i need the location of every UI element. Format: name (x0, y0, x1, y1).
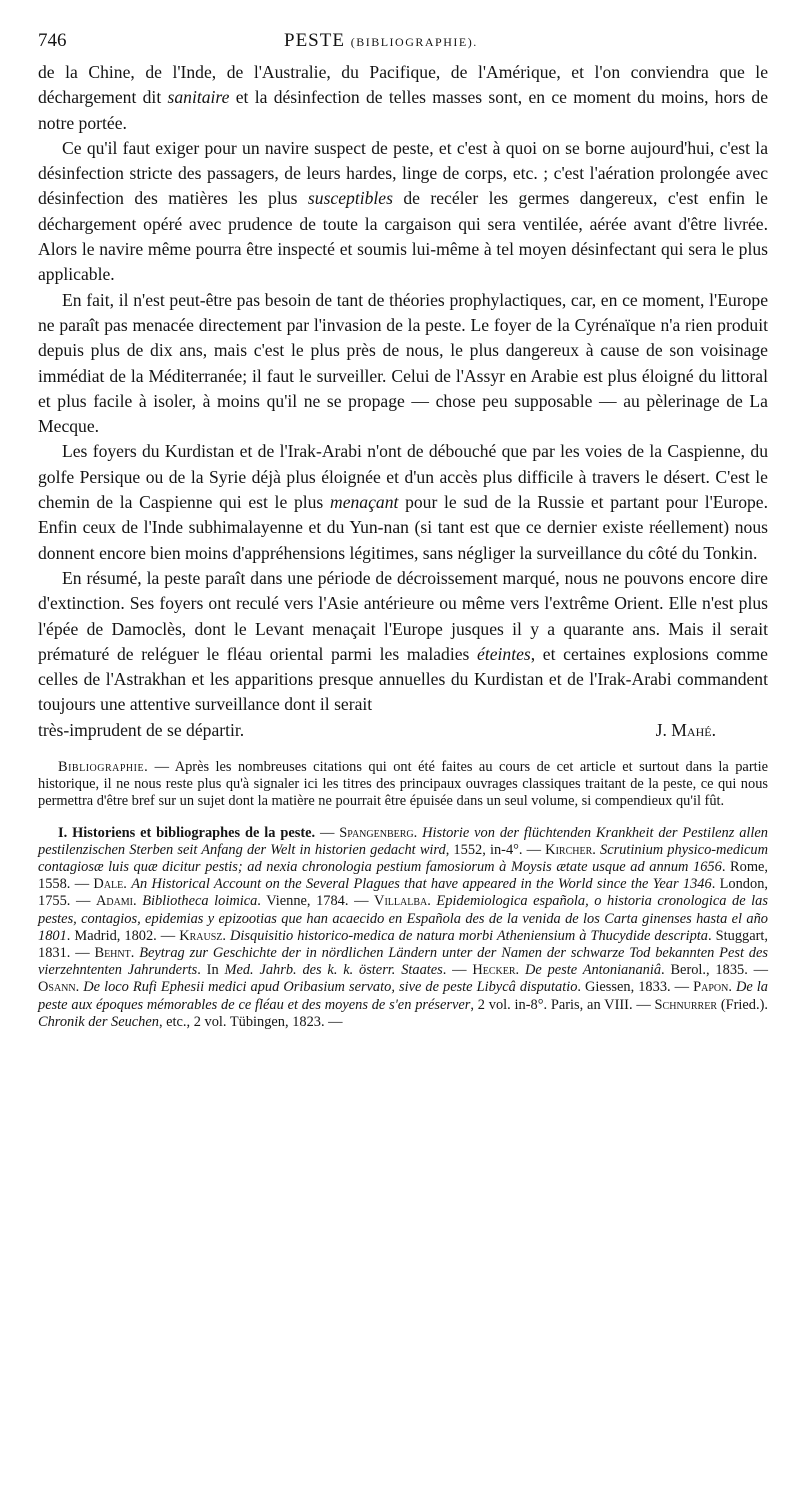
author-name: Kircher. (545, 841, 596, 858)
running-title-sub: (BIBLIOGRAPHIE). (350, 35, 478, 49)
author-name: Spangenberg. (339, 824, 418, 841)
bibliography-section-1 (38, 825, 768, 1031)
text-run: . London, 1755. — (38, 876, 768, 910)
paragraph-5 (38, 566, 768, 718)
text-run: . Giessen, 1833. — (577, 979, 694, 996)
text-run: , 1552, in-4°. — (445, 841, 546, 858)
running-title-main: PESTE (284, 30, 345, 51)
paragraph-1 (38, 60, 768, 136)
italic-text: sanitaire (167, 87, 230, 108)
italic-text: De loco Rufi Ephesii medici apud Oribasium servato, sive de peste Libycâ disputatio (83, 979, 578, 996)
text-run: , et certaines explosions comme celles de l'Astrakhan et les apparitions presque annuelles du Kurdistan et de l'Irak-Arabi commandent toujours une attentive surveillance dont il serait (38, 643, 768, 715)
italic-text: Disquisitio historico-medica de natura morbi Atheniensium à Thucydide descripta (230, 927, 708, 944)
bibliography-section (38, 759, 768, 1031)
italic-text: De peste Antoniananiâ (524, 962, 662, 979)
italic-text: De la peste aux époques mémorables de ce fléau et des moyens de s'en préserver (38, 979, 768, 1013)
paragraph-2 (38, 136, 768, 288)
author-name: Hecker. (472, 962, 520, 979)
paragraph-4 (38, 439, 768, 565)
closing-line (38, 718, 768, 743)
paragraph-3 (38, 288, 768, 440)
text-run: , etc., 2 vol. Tübingen, 1823. — (158, 1013, 343, 1030)
document-page (38, 30, 768, 1031)
italic-text: Bibliotheca loimica (142, 893, 258, 910)
italic-text: susceptibles (307, 188, 393, 209)
italic-text: Scrutinium physico-medicum contagiosæ luis quæ dicitur pestis; ad nexia chronologia pestium famosiorum à Moysis ætate usque ad annum 1656 (38, 841, 768, 876)
text-run: (Fried.). (717, 996, 768, 1013)
text-run: . Stuggart, 1831. — (38, 927, 768, 962)
text-run: . — (442, 962, 473, 979)
text-run: . In (197, 962, 225, 979)
text-run: et la désinfection de telles masses sont, en ce moment du moins, hors de notre portée. (38, 87, 769, 133)
italic-text: Historie von der flüchtenden Krankheit der Pestilenz allen pestilenzischen Sterben seit Anfang der Welt in historien gedacht wird (38, 824, 768, 858)
author-signature: J. Mahé. (655, 719, 716, 740)
author-name: Papon. (693, 979, 732, 996)
text-run: Les foyers du Kurdistan et de l'Irak-Arabi n'ont de débouché que par les voies de la Caspienne, du golfe Persique ou de la Syrie déjà plus éloignée et d'un accès plus difficile à travers le désert. C'est le chemin de la Caspienne qui est le plus (38, 441, 768, 513)
text-run: — (315, 824, 340, 841)
bibliography-intro (38, 759, 768, 811)
text-run: de la Chine, de l'Inde, de l'Australie, du Pacifique, de l'Amérique, et l'on conviendra que le déchargement dit (38, 62, 768, 108)
closing-text: très-imprudent de se départir. (38, 719, 245, 740)
author-name: Villalba. (374, 893, 431, 910)
page-number: 746 (38, 30, 67, 51)
section-heading: I. Historiens et bibliographes de la peste. (58, 824, 316, 841)
page-header (38, 30, 768, 56)
text-run: pour le sud de la Russie et partant pour l'Europe. Enfin ceux de l'Inde subhimalayenne et du Yun-nan (si tant est que ce dernier existe réellement) nous donnent encore bien moins d'appréhensions légitimes, sans négliger la surveillance du côté du Tonkin. (38, 492, 768, 563)
article-body (38, 60, 768, 743)
author-name: Krausz. (179, 927, 226, 944)
text-run: Ce qu'il faut exiger pour un navire suspect de peste, et c'est à quoi on se borne aujourd'hui, c'est la désinfection stricte des passagers, de leurs hardes, linge de corps, etc. ; c'est l'aération prolongée avec désinfection des matières les plus (38, 137, 768, 209)
italic-text: An Historical Account on the Several Plagues that have appeared in the World since the Year 1346 (131, 876, 712, 893)
text-run: En fait, il n'est peut-être pas besoin de tant de théories prophylactiques, car, en ce moment, l'Europe ne paraît pas menacée directement par l'invasion de la peste. Le foyer de la Cyrénaïque n'a rien produit depuis plus de dix ans, mais c'est le plus près de nous, le plus dangereux à cause de son voisinage immédiat de la Méditerranée; il faut le surveiller. Celui de l'Assyr en Arabie est plus éloigné du littoral et plus facile à isoler, à moins qu'il ne se propage — chose peu supposable — au pèlerinage de La Mecque. (38, 289, 768, 437)
author-name: Osann. (38, 979, 80, 996)
author-name: Adami. (95, 893, 137, 910)
italic-text: Epidemiologica española, o historia cronologica de las pestes, contagios, epidemias y epizootias que han acaecido en Española des de la venida de los Carta ginenses hasta el año 1801 (38, 893, 768, 944)
text-run: . Berol., 1835. — (661, 962, 769, 979)
italic-text: éteintes (477, 643, 531, 664)
text-run: . Rome, 1558. — (38, 859, 768, 893)
italic-text: Med. Jahrb. des k. k. österr. Staates (224, 962, 443, 979)
text-run: de recéler les germes dangereux, c'est enfin le déchargement opéré avec prudence de toute la cargaison qui sera ventilée, aérée avant d'être livrée. Alors le navire même pourra être inspecté et soumis lui-même à tel moyen désinfectant qui sera le plus applicable. (38, 188, 768, 285)
bibliography-label: Bibliographie. (58, 759, 149, 776)
text-run: . Vienne, 1784. — (257, 893, 375, 910)
text-run: En résumé, la peste paraît dans une période de décroissement marqué, nous ne pouvons encore dire d'extinction. Ses foyers ont reculé vers l'Asie antérieure ou même vers l'extrême Orient. Elle n'est plus l'épée de Damoclès, dont le Levant menaçait l'Europe jusques il y a quarante ans. Mais il serait prématuré de reléguer le fléau oriental parmi les maladies (38, 567, 768, 664)
author-name: Dale. (93, 876, 127, 893)
bibliography-intro-text: — Après les nombreuses citations qui ont été faites au cours de cet article et surtout dans la partie historique, il ne nous reste plus qu'à signaler ici les titres des principaux ouvrages classiques traitant de la peste, ce qui nous permettra d'être bref sur un sujet dont la matière ne pourrait être épuisée dans un seul volume, si compendieux qu'il fût. (38, 759, 768, 810)
text-run: . Madrid, 1802. — (66, 927, 180, 944)
italic-text: Beytrag zur Geschichte der in nördlichen Ländern unter der Namen der schwarze Tod bekannten Pest des vierzehntenten Jahrunderts (38, 945, 768, 979)
running-title (284, 30, 478, 52)
author-name: Schnurrer (654, 996, 718, 1013)
italic-text: Chronik der Seuchen (38, 1013, 159, 1030)
text-run: , 2 vol. in-8°. Paris, an VIII. — (470, 996, 655, 1013)
author-name: Behnt. (94, 945, 135, 962)
italic-text: menaçant (329, 492, 399, 513)
